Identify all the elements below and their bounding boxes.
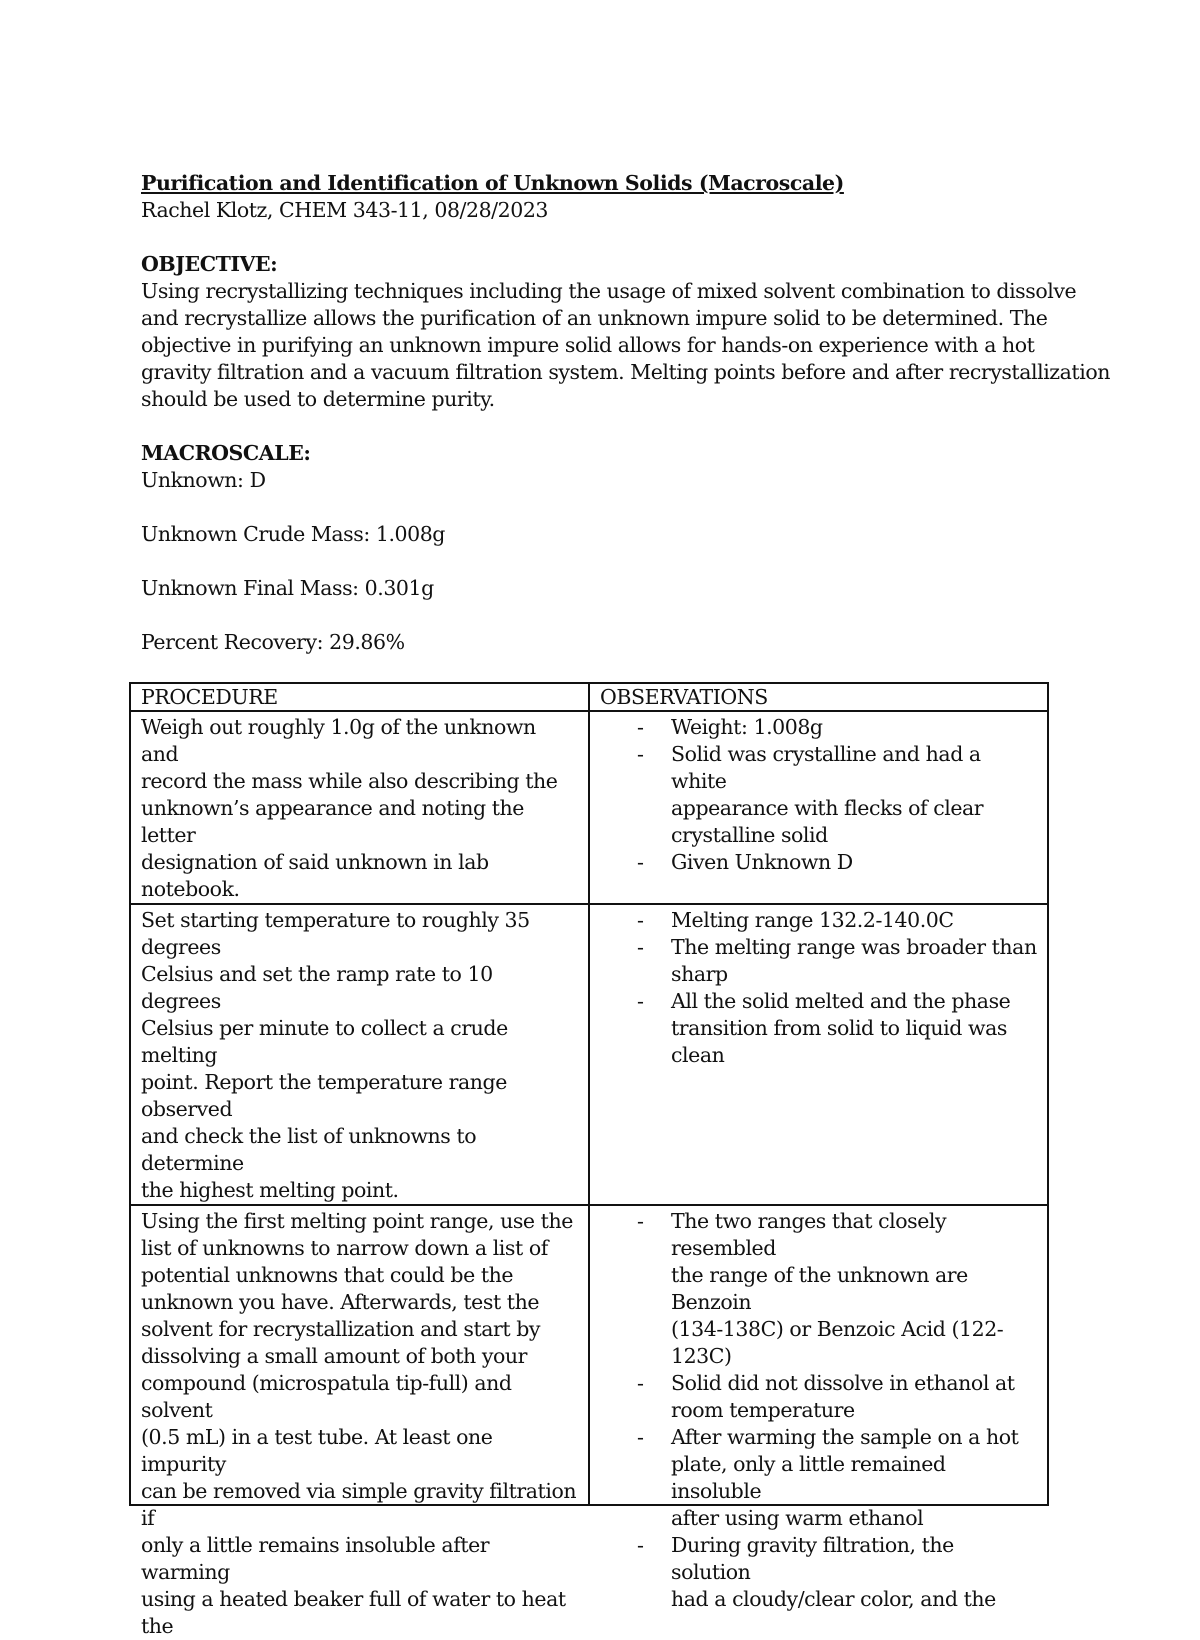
observations-header: OBSERVATIONS <box>589 683 1048 711</box>
observation-item: - During gravity filtration, the solution had a cloudy/clear color, and the <box>637 1533 996 1611</box>
observations-cell <box>589 904 1048 1205</box>
table-row <box>130 1205 1048 1505</box>
dash-bullet: - <box>637 908 644 932</box>
observations-list <box>600 907 1037 1069</box>
dash-bullet: - <box>637 715 644 739</box>
final-mass: Unknown Final Mass: 0.301g <box>141 576 434 600</box>
table-row <box>130 904 1048 1205</box>
observation-item: - All the solid melted and the phase transition from solid to liquid was clean <box>637 989 1011 1067</box>
observation-item: - Given Unknown D <box>637 850 853 874</box>
author-line: Rachel Klotz, CHEM 343-11, 08/28/2023 <box>141 198 549 222</box>
observations-cell <box>589 1205 1048 1611</box>
macroscale-heading: MACROSCALE: <box>141 441 311 465</box>
dash-bullet: - <box>637 1371 644 1395</box>
observation-item: - Weight: 1.008g <box>637 715 823 739</box>
observation-item: - Solid did not dissolve in ethanol at room temperature <box>637 1371 1015 1422</box>
procedure-cell <box>130 904 589 1205</box>
procedure-header: PROCEDURE <box>130 683 589 711</box>
observations-cell <box>589 711 1048 904</box>
observation-item: - Solid was crystalline and had a white appearance with flecks of clear crystalline solid <box>637 742 984 847</box>
objective-line: should be used to determine purity. <box>141 387 495 411</box>
objective-paragraph <box>141 278 1110 413</box>
objective-line: objective in purifying an unknown impure solid allows for hands-on experience with a hot <box>141 333 1035 357</box>
procedure-observations-table <box>129 682 1049 1638</box>
dash-bullet: - <box>637 850 644 874</box>
objective-line: Using recrystallizing techniques including the usage of mixed solvent combination to dissolve <box>141 279 1077 303</box>
observations-list <box>600 714 1037 876</box>
document-body <box>141 170 1110 656</box>
table-row <box>130 711 1048 904</box>
procedure-cell <box>130 711 589 904</box>
procedure-cell <box>130 1205 589 1638</box>
observation-item: - Melting range 132.2-140.0C <box>637 908 954 932</box>
dash-bullet: - <box>637 1533 644 1557</box>
dash-bullet: - <box>637 989 644 1013</box>
observation-item: - After warming the sample on a hot plate, only a little remained insoluble after using warm ethanol <box>637 1425 1019 1530</box>
unknown-id: Unknown: D <box>141 468 266 492</box>
procedure-text: Using the first melting point range, use the list of unknowns to narrow down a list of potential unknowns that could be the unknown you have. Afterwards, test the solvent for recrystallization and start by dissolving a small amount of both your compound (microspatula tip-full) and solvent (0.5 mL) in a test tube. At least one impurity can be removed via simple gravity filtration if only a little remains insoluble after warming using a heated beaker full of water to heat the <box>141 1209 577 1638</box>
crude-mass: Unknown Crude Mass: 1.008g <box>141 522 445 546</box>
table-header-row <box>130 683 1048 711</box>
dash-bullet: - <box>637 935 644 959</box>
document-title: Purification and Identification of Unknown Solids (Macroscale) <box>141 171 844 195</box>
objective-line: gravity filtration and a vacuum filtration system. Melting points before and after recrystallization <box>141 360 1110 384</box>
procedure-text: Set starting temperature to roughly 35 degrees Celsius and set the ramp rate to 10 degrees Celsius per minute to collect a crude melting point. Report the temperature range observed and check the list of unknowns to determine the highest melting point. <box>141 908 530 1202</box>
observations-list <box>600 1208 1037 1613</box>
objective-line: and recrystallize allows the purification of an unknown impure solid to be determined. The <box>141 306 1048 330</box>
dash-bullet: - <box>637 1425 644 1449</box>
observation-item: - The melting range was broader than sharp <box>637 935 1037 986</box>
objective-heading: OBJECTIVE: <box>141 252 278 276</box>
dash-bullet: - <box>637 742 644 766</box>
procedure-text: Weigh out roughly 1.0g of the unknown and record the mass while also describing the unknown’s appearance and noting the letter designation of said unknown in lab notebook. <box>141 715 558 901</box>
percent-recovery: Percent Recovery: 29.86% <box>141 630 405 654</box>
dash-bullet: - <box>637 1209 644 1233</box>
observation-item: - The two ranges that closely resembled the range of the unknown are Benzoin (134-138C) or Benzoic Acid (122- 123C) <box>637 1209 1004 1368</box>
